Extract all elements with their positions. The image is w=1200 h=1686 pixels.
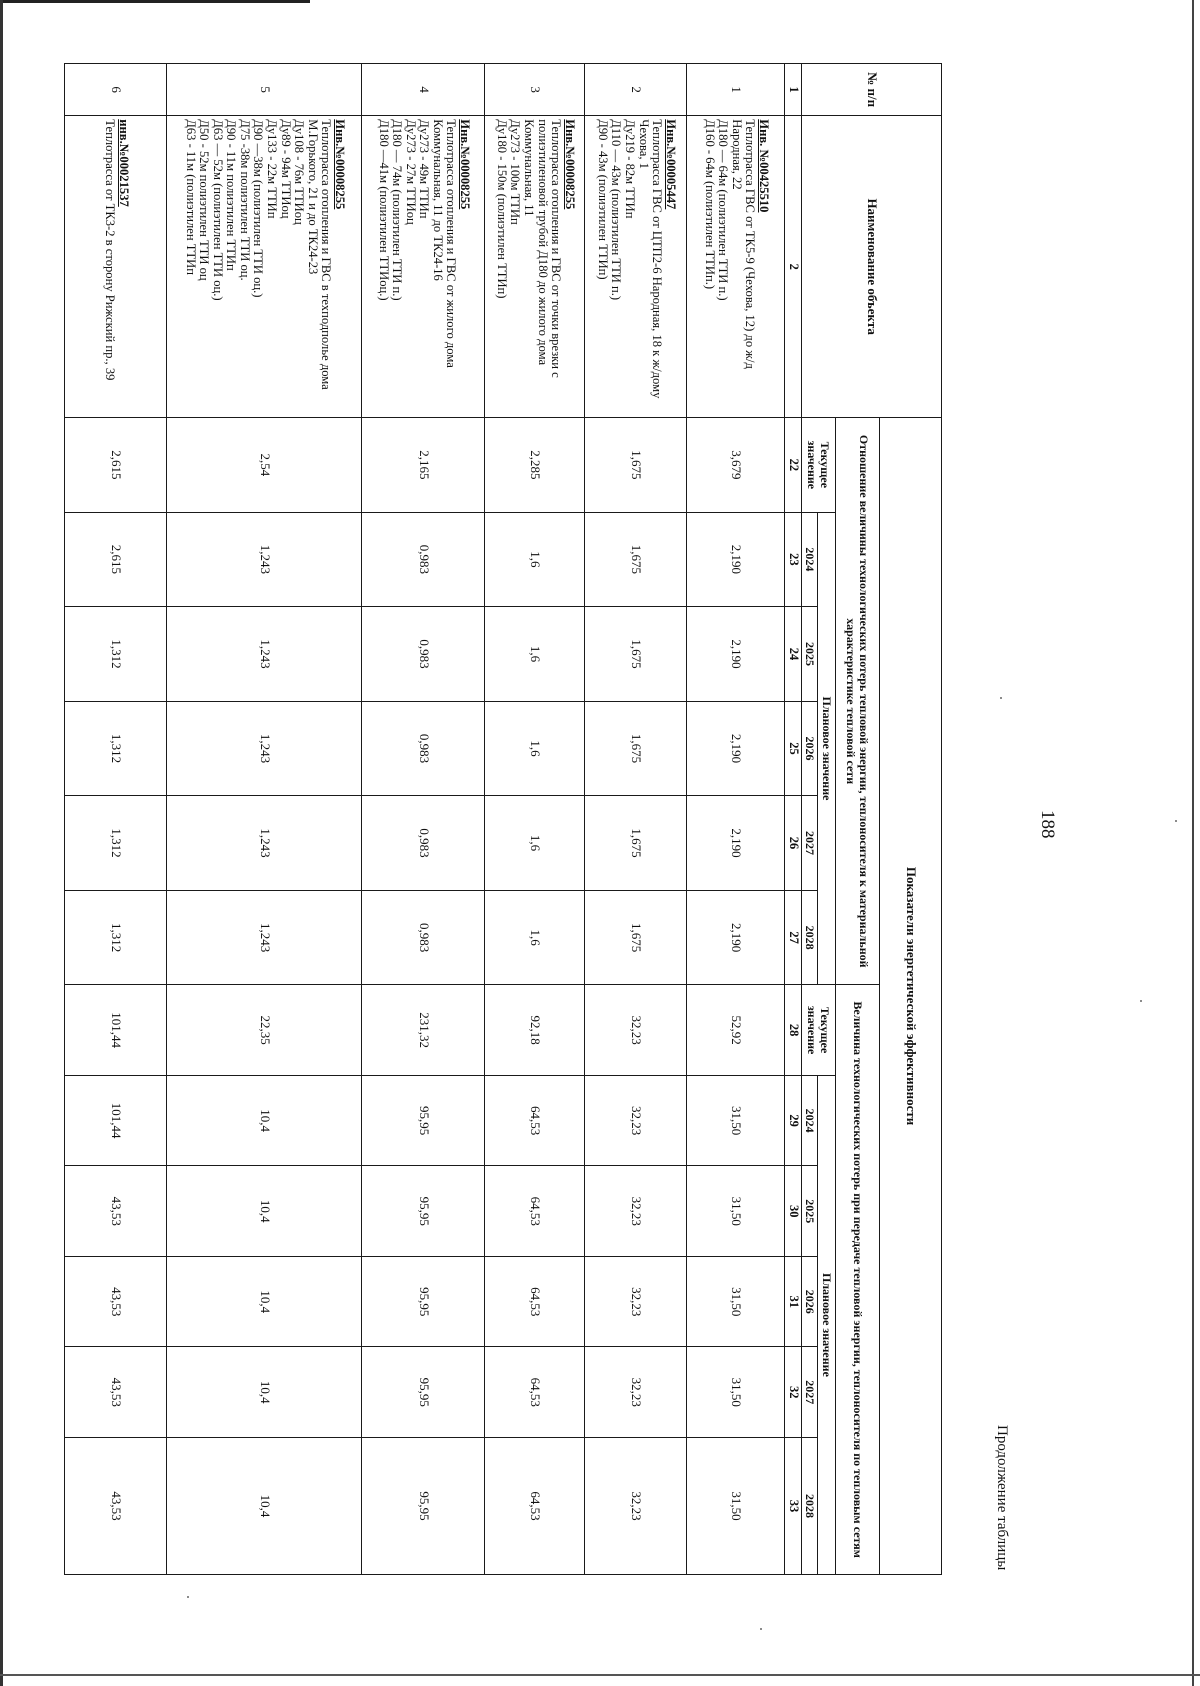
inventory-number: Инв.№00005447	[663, 119, 678, 210]
page-number: 188	[1037, 810, 1058, 839]
loss-value-cell: 31,50	[687, 1438, 785, 1575]
ratio-value-cell: 2,615	[65, 512, 167, 607]
pipe-description-line: Ду219 - 82м ТТИп	[623, 119, 637, 219]
row-number: 5	[167, 64, 362, 116]
pipe-description-line: Ду133 - 22м ТТИп	[265, 119, 280, 219]
col-header-name: Наименование объекта	[802, 116, 942, 418]
ratio-value-cell: 1,312	[65, 890, 167, 985]
loss-value-cell: 31,50	[687, 1256, 785, 1347]
year-header: 2027	[802, 796, 818, 891]
loss-value-cell: 64,53	[485, 1347, 585, 1438]
table-row	[362, 64, 485, 1575]
loss-value-cell: 31,50	[687, 1347, 785, 1438]
year-header: 2024	[802, 1075, 818, 1166]
loss-planned-header: Плановое значение	[818, 1075, 836, 1574]
ratio-value-cell: 1,312	[65, 796, 167, 891]
ratio-value-cell: 2,615	[65, 418, 167, 513]
ratio-value-cell: 1,243	[167, 512, 362, 607]
index-cell: 26	[785, 796, 802, 891]
loss-value-cell: 10,4	[167, 1438, 362, 1575]
loss-value-cell: 31,50	[687, 1166, 785, 1257]
pipe-description-line: Д50 - 52м полиэтилен ТТИ оц	[197, 119, 212, 281]
object-name-cell	[167, 116, 362, 418]
table-row	[585, 64, 687, 1575]
pipe-description-line: Теплотрасса отопления и ГВС от жилого дома Коммунальная, 11 до ТК24-16	[430, 119, 459, 368]
object-name-cell	[687, 116, 785, 418]
efficiency-table	[65, 63, 943, 1575]
index-cell: 30	[785, 1166, 802, 1257]
ratio-value-cell: 1,243	[167, 890, 362, 985]
loss-value-cell: 64,53	[485, 1075, 585, 1166]
index-cell: 1	[785, 64, 802, 116]
table-row	[167, 64, 362, 1575]
loss-value-cell: 43,53	[65, 1256, 167, 1347]
inventory-number: инв.№00021537	[116, 119, 131, 207]
index-cell: 32	[785, 1347, 802, 1438]
ratio-title: Отношение величины технологических потерь тепловой энергии, теплоносителя к материальной характеристике тепловой сети	[836, 418, 880, 985]
loss-value-cell: 95,95	[362, 1347, 485, 1438]
loss-current-header: Текущее значение	[802, 985, 836, 1076]
pipe-description-line: Д90 - 43м (полиэтилен ТТИп)	[595, 119, 610, 280]
row-number: 2	[585, 64, 687, 116]
loss-value-cell: 95,95	[362, 1256, 485, 1347]
loss-value-cell: 10,4	[167, 1166, 362, 1257]
index-cell: 29	[785, 1075, 802, 1166]
loss-value-cell: 32,23	[585, 1075, 687, 1166]
ratio-value-cell: 1,675	[585, 418, 687, 513]
index-cell: 28	[785, 985, 802, 1076]
row-number: 4	[362, 64, 485, 116]
loss-value-cell: 32,23	[585, 1438, 687, 1575]
loss-value-cell: 32,23	[585, 1347, 687, 1438]
ratio-value-cell: 1,243	[167, 701, 362, 796]
pipe-description-line: Д63 - 11м (полиэтилен ТТИп	[183, 119, 198, 275]
ratio-value-cell: 1,243	[167, 796, 362, 891]
pipe-description-line: Д180 — 64м (полиэтилен ТТИ п.)	[716, 119, 731, 301]
ratio-value-cell: 2,190	[687, 701, 785, 796]
pipe-description-line: Д180 —41м (полиэтилен ТТИоц.)	[376, 119, 391, 301]
year-header: 2027	[802, 1347, 818, 1438]
ratio-value-cell: 2,190	[687, 796, 785, 891]
ratio-value-cell: 1,6	[485, 607, 585, 702]
ratio-value-cell: 1,312	[65, 607, 167, 702]
pipe-description-line: Теплотрасса ГВС от ТК5-9 (Чехова, 12) до ж/д Народная, 22	[729, 119, 758, 369]
pipe-description-line: Д110 — 43м (полиэтилен ТТИ п.)	[609, 119, 624, 301]
year-header: 2026	[802, 701, 818, 796]
ratio-value-cell: 2,190	[687, 890, 785, 985]
loss-value-cell: 10,4	[167, 1256, 362, 1347]
pipe-description-line: Теплотрасса ГВС от ЦТП2-6 Народная, 18 к ж/дому Чехова, 1	[636, 119, 665, 399]
year-header: 2024	[802, 512, 818, 607]
loss-value-cell: 64,53	[485, 1166, 585, 1257]
loss-value-cell: 101,44	[65, 1075, 167, 1166]
pipe-description-line: Ду180 - 150м (полиэтилен ТТИп)	[494, 119, 509, 299]
ratio-value-cell: 3,679	[687, 418, 785, 513]
col-header-no: № п/п	[802, 64, 942, 116]
pipe-description-line: Д75 -38м полиэтилен ТТИ оц.	[237, 119, 252, 281]
loss-value-cell: 64,53	[485, 1438, 585, 1575]
ratio-value-cell: 1,312	[65, 701, 167, 796]
pipe-description-line: Теплотрасса отопления и ГВС от точки врезки с полиэтиленовой трубой Д180 до жилого дома Коммунальная, 11	[522, 119, 564, 378]
pipe-description-line: Д90 - 11м полиэтилен ТТИп	[224, 119, 239, 271]
ratio-value-cell: 1,6	[485, 890, 585, 985]
pipe-description-line: Теплотрасса от ТК3-2 в сторону Рижский пр., 39	[103, 119, 117, 381]
loss-value-cell: 32,23	[585, 1256, 687, 1347]
inventory-number: Инв.№00008255	[458, 119, 473, 210]
index-cell: 33	[785, 1438, 802, 1575]
loss-value-cell: 43,53	[65, 1438, 167, 1575]
ratio-value-cell: 1,6	[485, 512, 585, 607]
ratio-value-cell: 2,54	[167, 418, 362, 513]
object-name-cell	[485, 116, 585, 418]
year-header: 2025	[802, 607, 818, 702]
loss-value-cell: 92,18	[485, 985, 585, 1076]
pipe-description-line: Д90 —38м (полиэтилен ТТИ оц.)	[251, 119, 266, 298]
index-row	[785, 64, 802, 1575]
row-number: 6	[65, 64, 167, 116]
ratio-value-cell: 1,675	[585, 607, 687, 702]
pipe-description-line: Ду273 - 27м ТТИоц	[403, 119, 418, 225]
ratio-current-header: Текущее значение	[802, 418, 836, 513]
index-cell: 22	[785, 418, 802, 513]
object-name-cell	[585, 116, 687, 418]
continuation-label: Продолжение таблицы	[994, 1425, 1010, 1571]
loss-value-cell: 43,53	[65, 1166, 167, 1257]
index-cell: 2	[785, 116, 802, 418]
index-cell: 31	[785, 1256, 802, 1347]
table-row	[687, 64, 785, 1575]
table-row	[65, 64, 167, 1575]
pipe-description-line: Ду273 - 100м ТТИп	[508, 119, 523, 225]
year-header: 2028	[802, 890, 818, 985]
ratio-value-cell: 0,983	[362, 796, 485, 891]
loss-title: Величина технологических потерь при передаче тепловой энергии, теплоносителя по тепловым сетям	[836, 985, 880, 1575]
loss-value-cell: 10,4	[167, 1075, 362, 1166]
table-row	[485, 64, 585, 1575]
loss-value-cell: 52,92	[687, 985, 785, 1076]
inventory-number: Инв.№00008255	[333, 119, 348, 210]
inventory-number: Инв.№00008255	[562, 119, 577, 210]
loss-value-cell: 95,95	[362, 1166, 485, 1257]
row-number: 1	[687, 64, 785, 116]
ratio-value-cell: 1,6	[485, 701, 585, 796]
ratio-value-cell: 2,285	[485, 418, 585, 513]
object-name-cell	[362, 116, 485, 418]
ratio-planned-header: Плановое значение	[818, 512, 836, 985]
pipe-description-line: Теплотрасса отопления и ГВС в техподполье дома М.Горького, 21 и до ТК24-23	[305, 119, 334, 390]
loss-value-cell: 64,53	[485, 1256, 585, 1347]
loss-value-cell: 95,95	[362, 1075, 485, 1166]
ratio-value-cell: 0,983	[362, 701, 485, 796]
ratio-value-cell: 0,983	[362, 607, 485, 702]
ratio-value-cell: 1,675	[585, 701, 687, 796]
index-cell: 24	[785, 607, 802, 702]
ratio-value-cell: 1,675	[585, 890, 687, 985]
loss-value-cell: 95,95	[362, 1438, 485, 1575]
loss-value-cell: 32,23	[585, 1166, 687, 1257]
loss-value-cell: 231,32	[362, 985, 485, 1076]
loss-value-cell: 31,50	[687, 1075, 785, 1166]
index-cell: 27	[785, 890, 802, 985]
ratio-value-cell: 2,190	[687, 512, 785, 607]
ratio-value-cell: 0,983	[362, 890, 485, 985]
group-title: Показатели энергетической эффективности	[880, 418, 942, 1575]
pipe-description-line: Д63 — 52м (полиэтилен ТТИ оц.)	[210, 119, 225, 301]
pipe-description-line: Д160 - 64м (полиэтилен ТТИп.)	[702, 119, 717, 290]
ratio-value-cell: 2,165	[362, 418, 485, 513]
object-name-cell	[65, 116, 167, 418]
row-number: 3	[485, 64, 585, 116]
ratio-value-cell: 1,6	[485, 796, 585, 891]
loss-value-cell: 10,4	[167, 1347, 362, 1438]
ratio-value-cell: 0,983	[362, 512, 485, 607]
loss-value-cell: 43,53	[65, 1347, 167, 1438]
ratio-value-cell: 2,190	[687, 607, 785, 702]
year-header: 2026	[802, 1256, 818, 1347]
pipe-description-line: Д180 — 74м (полиэтилен ТТИ п.)	[390, 119, 405, 301]
loss-value-cell: 101,44	[65, 985, 167, 1076]
inventory-number: Инв. №00425510	[756, 119, 771, 213]
year-header: 2025	[802, 1166, 818, 1257]
index-cell: 25	[785, 701, 802, 796]
loss-value-cell: 32,23	[585, 985, 687, 1076]
pipe-description-line: Ду108 - 76м ТТИоц	[292, 119, 307, 225]
ratio-value-cell: 1,675	[585, 512, 687, 607]
index-cell: 23	[785, 512, 802, 607]
loss-value-cell: 22,35	[167, 985, 362, 1076]
pipe-description-line: Ду89 - 94м ТТИоц	[278, 119, 293, 219]
pipe-description-line: Ду273 - 49м ТТИп	[417, 119, 432, 219]
ratio-value-cell: 1,675	[585, 796, 687, 891]
year-header: 2028	[802, 1438, 818, 1575]
ratio-value-cell: 1,243	[167, 607, 362, 702]
